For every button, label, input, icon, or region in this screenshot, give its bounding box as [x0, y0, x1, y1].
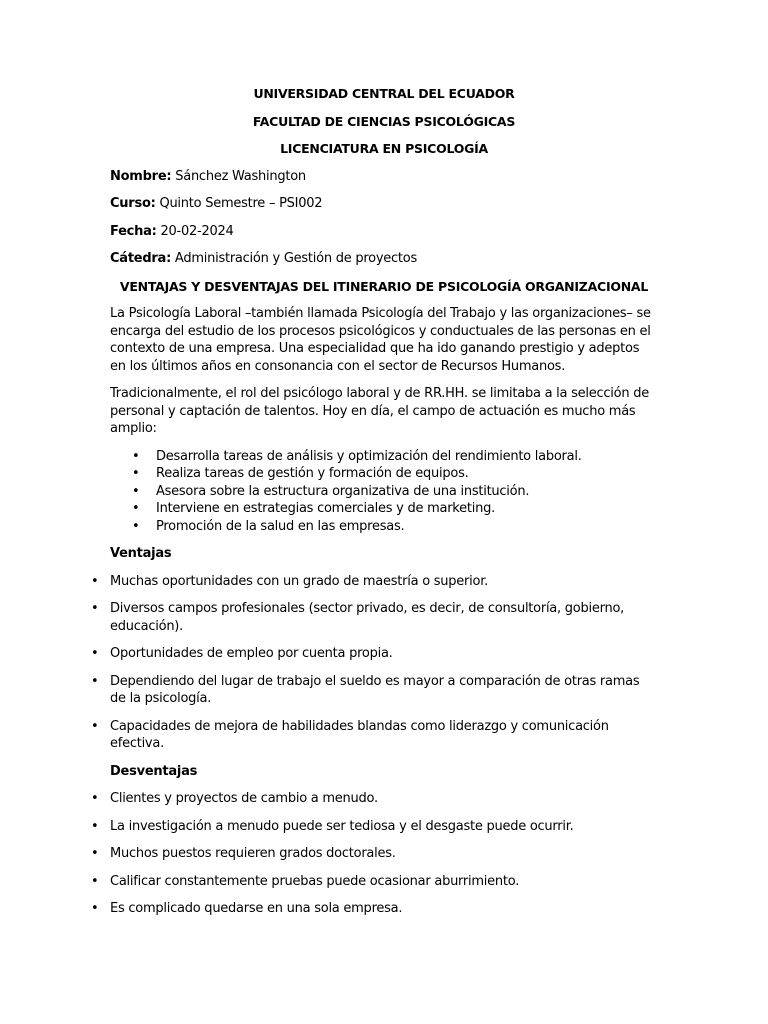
- bullet-icon: •: [91, 791, 99, 806]
- list-item: [110, 465, 658, 483]
- bullet-icon: •: [91, 573, 99, 589]
- role-paragraph: Tradicionalmente, el rol del psicólogo laboral y de RR.HH. se limitaba a la selección de personal y captación de talentos. Hoy en día, el campo de actuación es mucho más amplio:: [110, 386, 649, 436]
- tasks-list: [110, 448, 658, 536]
- list-item: [110, 448, 658, 466]
- field-catedra: [110, 250, 658, 268]
- bullet-icon: •: [91, 646, 99, 661]
- desventaja-text: Es complicado quedarse en una sola empresa.: [110, 901, 403, 916]
- list-item: [110, 518, 658, 536]
- list-item-text: Interviene en estrategias comerciales y de marketing.: [156, 501, 495, 516]
- ventaja-text: Capacidades de mejora de habilidades blandas como liderazgo y comunicación efectiva.: [110, 718, 609, 751]
- ventaja-item: [91, 573, 658, 591]
- desventaja-item: [91, 845, 658, 863]
- document-body: [91, 85, 658, 928]
- desventaja-item: [91, 873, 658, 891]
- field-label: Nombre:: [110, 168, 172, 184]
- field-value: Sánchez Washington: [171, 168, 306, 184]
- ventaja-text: Oportunidades de empleo por cuenta propia.: [110, 646, 393, 661]
- list-item: [110, 483, 658, 501]
- field-value: Quinto Semestre – PSI002: [155, 196, 323, 211]
- bullet-icon: •: [91, 901, 99, 916]
- list-item: [110, 500, 658, 518]
- ventajas-heading: Ventajas: [110, 546, 172, 561]
- faculty-heading: FACULTAD DE CIENCIAS PSICOLÓGICAS: [252, 113, 516, 129]
- list-item-text: Desarrolla tareas de análisis y optimización del rendimiento laboral.: [156, 448, 582, 464]
- desventaja-text: Calificar constantemente pruebas puede ocasionar aburrimiento.: [110, 873, 520, 889]
- ventaja-text: Diversos campos profesionales (sector privado, es decir, de consultoría, gobierno, educación).: [110, 601, 625, 634]
- bullet-icon: •: [91, 601, 99, 616]
- desventaja-item: [91, 790, 658, 808]
- list-item-text: Promoción de la salud en las empresas.: [156, 518, 405, 534]
- desventaja-item: [91, 900, 658, 918]
- document-title: VENTAJAS Y DESVENTAJAS DEL ITINERARIO DE PSICOLOGÍA ORGANIZACIONAL: [119, 278, 649, 294]
- list-item-text: Realiza tareas de gestión y formación de equipos.: [156, 466, 469, 481]
- field-label: Curso:: [110, 196, 156, 211]
- field-curso: [110, 195, 658, 213]
- field-fecha: [110, 223, 658, 241]
- bullet-icon: •: [132, 483, 140, 499]
- desventajas-heading: Desventajas: [110, 763, 198, 779]
- bullet-icon: •: [91, 873, 99, 889]
- field-value: Administración y Gestión de proyectos: [171, 251, 418, 266]
- bullet-icon: •: [132, 448, 140, 464]
- list-item-text: Asesora sobre la estructura organizativa de una institución.: [156, 483, 530, 499]
- ventaja-item: [91, 718, 658, 753]
- bullet-icon: •: [132, 466, 140, 481]
- desventaja-item: [91, 818, 658, 836]
- ventaja-text: Dependiendo del lugar de trabajo el sueldo es mayor a comparación de otras ramas de la psicología.: [110, 673, 640, 706]
- field-value: 20-02-2024: [156, 223, 234, 239]
- ventaja-text: Muchas oportunidades con un grado de maestría o superior.: [110, 573, 488, 589]
- bullet-icon: •: [91, 846, 99, 861]
- desventaja-text: Clientes y proyectos de cambio a menudo.: [110, 791, 378, 806]
- bullet-icon: •: [132, 501, 140, 516]
- bullet-icon: •: [91, 718, 99, 734]
- desventaja-text: La investigación a menudo puede ser tediosa y el desgaste puede ocurrir.: [110, 818, 574, 834]
- field-label: Fecha:: [110, 223, 157, 239]
- bullet-icon: •: [132, 518, 140, 534]
- intro-paragraph: La Psicología Laboral –también llamada Psicología del Trabajo y las organizaciones– se encarga del estudio de los procesos psicológicos y conductuales de las personas en el contexto de una empresa. Una especialidad que ha ido ganando prestigio y adeptos en los últimos años en consonancia con el sector de Recursos Humanos.: [110, 306, 651, 374]
- bullet-icon: •: [91, 818, 99, 834]
- university-heading: UNIVERSIDAD CENTRAL DEL ECUADOR: [253, 86, 515, 101]
- desventaja-text: Muchos puestos requieren grados doctorales.: [110, 846, 396, 861]
- ventaja-item: [91, 600, 658, 635]
- ventaja-item: [91, 673, 658, 708]
- field-nombre: [110, 168, 658, 186]
- ventaja-item: [91, 645, 658, 663]
- program-heading: LICENCIATURA EN PSICOLOGÍA: [280, 141, 488, 156]
- bullet-icon: •: [91, 673, 99, 689]
- field-label: Cátedra:: [110, 251, 172, 266]
